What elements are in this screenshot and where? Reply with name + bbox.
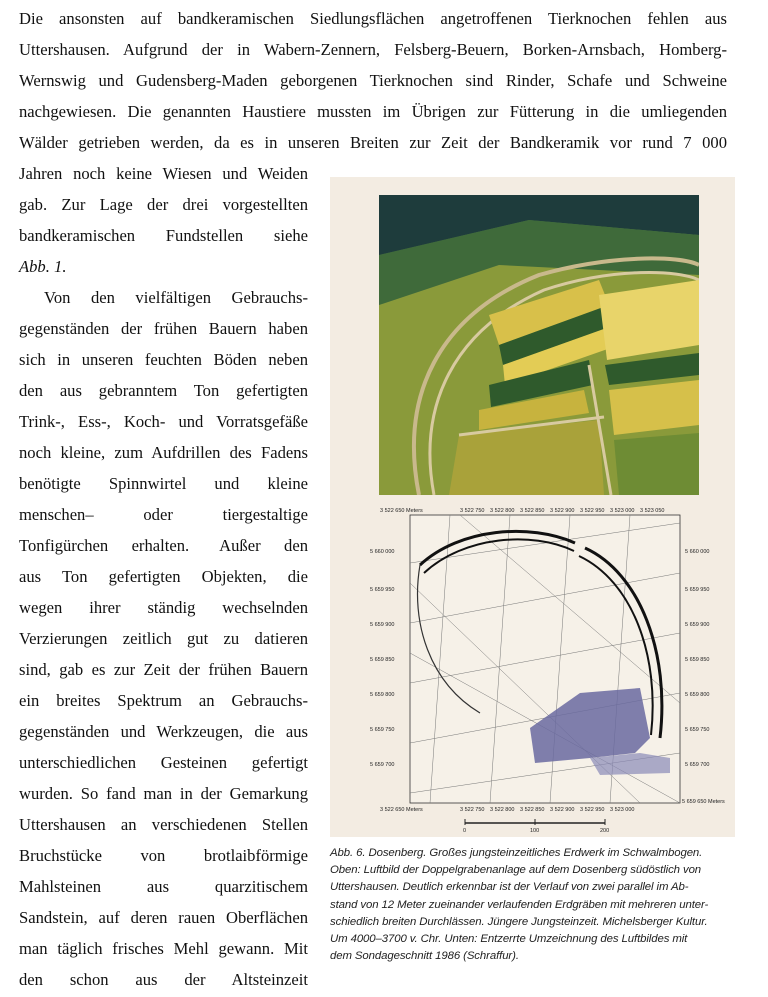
plan-right-tick: 5 659 950 bbox=[685, 587, 710, 593]
plan-top-tick: 3 522 950 bbox=[580, 508, 605, 514]
text-line: gegenständen und Werkzeugen, die aus bbox=[19, 722, 308, 741]
scale-label: 0 bbox=[463, 828, 467, 833]
plan-top-tick: 3 523 000 bbox=[610, 508, 635, 514]
text-line: bandkeramischen Fundstellen siehe bbox=[19, 226, 308, 245]
text-line bbox=[19, 530, 308, 561]
text-fragment: Tonfigürchen erhalten. bbox=[19, 536, 190, 555]
caption-line: Uttershausen. Deutlich erkennbar ist der Verlauf von zwei parallel im Ab- bbox=[330, 881, 689, 894]
text-line: Wälder getrieben werden, da es in unseren Breiten zur Zeit der Bandkeramik vor rund 7 000 bbox=[19, 133, 727, 152]
text-line: Uttershausen an verschiedenen Stellen bbox=[19, 815, 308, 834]
text-line: benötigte Spinnwirtel und kleine bbox=[19, 474, 308, 493]
site-plan bbox=[340, 503, 735, 833]
plan-right-tick: 5 659 800 bbox=[685, 692, 710, 698]
caption-line: Um 4000–3700 v. Chr. Unten: Entzerrte Umzeichnung des Luftbildes mit bbox=[330, 933, 688, 946]
plan-left-tick: 5 659 900 bbox=[370, 622, 395, 628]
plan-bottom-tick: 3 522 650 Meters bbox=[380, 807, 423, 813]
caption-line: dem Sondageschnitt 1986 (Schraffur). bbox=[330, 950, 519, 963]
scale-label: 200 bbox=[600, 828, 610, 833]
plan-left-tick: 5 659 800 bbox=[370, 692, 395, 698]
text-line: Jahren noch keine Wiesen und Weiden bbox=[19, 164, 308, 183]
plan-top-tick: 3 523 050 bbox=[640, 508, 665, 514]
plan-left-tick: 5 659 950 bbox=[370, 587, 395, 593]
plan-right-tick: 5 659 850 bbox=[685, 657, 710, 663]
text-line: Verzierungen zeitlich gut zu datieren bbox=[19, 629, 308, 648]
scale-bar bbox=[463, 819, 609, 833]
text-line: Von den vielfältigen Gebrauchs- bbox=[44, 288, 308, 307]
text-line: Die ansonsten auf bandkeramischen Siedlungsflächen angetroffenen Tierknochen fehlen aus bbox=[19, 9, 727, 28]
text-line: Trink-, Ess-, Koch- und Vorratsgefäße bbox=[19, 412, 308, 431]
text-line: noch kleine, zum Aufdrillen des Fadens bbox=[19, 443, 308, 462]
text-line: gegenständen der frühen Bauern haben bbox=[19, 319, 308, 338]
caption-line: schiedlich breiten Durchlässen. Jüngere Jungsteinzeit. Michelsberger Kultur. bbox=[330, 915, 708, 928]
plan-top-tick: 3 522 800 bbox=[490, 508, 515, 514]
plan-bottom-tick: 3 523 000 bbox=[610, 807, 635, 813]
text-line: wegen ihrer ständig wechselnden bbox=[19, 598, 308, 617]
plan-bottom-tick: 5 659 650 Meters bbox=[682, 799, 725, 805]
plan-right-tick: 5 659 700 bbox=[685, 762, 710, 768]
plan-left-tick: 5 659 750 bbox=[370, 727, 395, 733]
text-line: aus Ton gefertigten Objekten, die bbox=[19, 567, 308, 586]
plan-top-tick: 3 522 650 Meters bbox=[380, 508, 423, 514]
text-line: den schon aus der Altsteinzeit bbox=[19, 970, 308, 989]
plan-bottom-tick: 3 522 900 bbox=[550, 807, 575, 813]
text-line: man täglich frisches Mehl gewann. Mit bbox=[19, 939, 308, 958]
caption-line: Abb. 6. Dosenberg. Großes jungsteinzeitliches Erdwerk im Schwalmbogen. bbox=[330, 847, 703, 859]
text-line: wurden. So fand man in der Gemarkung bbox=[19, 784, 308, 803]
text-line: Wernswig und Gudensberg-Maden geborgenen Tierknochen sind Rinder, Schafe und Schweine bbox=[19, 71, 727, 90]
text-fragment: Außer den bbox=[219, 536, 308, 555]
text-line: nachgewiesen. Die genannten Haustiere mussten im Übrigen zur Fütterung in die umliegenden bbox=[19, 102, 727, 121]
plan-left-tick: 5 659 850 bbox=[370, 657, 395, 663]
text-line: gab. Zur Lage der drei vorgestellten bbox=[19, 195, 308, 214]
text-line: Uttershausen. Aufgrund der in Wabern-Zennern, Felsberg-Beuern, Borken-Arnsbach, Homberg- bbox=[19, 40, 727, 59]
plan-top-tick: 3 522 850 bbox=[520, 508, 545, 514]
figure-reference: Abb. 1. bbox=[19, 257, 67, 276]
plan-bottom-tick: 3 522 800 bbox=[490, 807, 515, 813]
text-line: sich in unseren feuchten Böden neben bbox=[19, 350, 308, 369]
body-text-full bbox=[19, 3, 727, 158]
text-line: sind, gab es zur Zeit der frühen Bauern bbox=[19, 660, 308, 679]
aerial-photo bbox=[379, 195, 699, 495]
plan-right-tick: 5 660 000 bbox=[685, 549, 710, 555]
body-text-column bbox=[19, 158, 308, 995]
text-line: Sandstein, auf deren rauen Oberflächen bbox=[19, 908, 308, 927]
text-line: ein breites Spektrum an Gebrauchs- bbox=[19, 691, 308, 710]
text-line: menschen– oder tiergestaltige bbox=[19, 505, 308, 524]
text-line: den aus gebranntem Ton gefertigten bbox=[19, 381, 308, 400]
plan-right-tick: 5 659 900 bbox=[685, 622, 710, 628]
scale-label: 100 bbox=[530, 828, 540, 833]
plan-right-tick: 5 659 750 bbox=[685, 727, 710, 733]
caption-line: Oben: Luftbild der Doppelgrabenanlage auf dem Dosenberg südöstlich von bbox=[330, 864, 702, 877]
plan-bottom-tick: 3 522 750 bbox=[460, 807, 485, 813]
caption-line: stand von 12 Meter zueinander verlaufenden Erdgräben mit mehreren unter- bbox=[330, 898, 709, 911]
plan-top-tick: 3 522 900 bbox=[550, 508, 575, 514]
text-line: Mahlsteinen aus quarzitischem bbox=[19, 877, 308, 896]
plan-bottom-tick: 3 522 850 bbox=[520, 807, 545, 813]
plan-top-tick: 3 522 750 bbox=[460, 508, 485, 514]
text-line: unterschiedlichen Gesteinen gefertigt bbox=[19, 753, 308, 772]
plan-bottom-tick: 3 522 950 bbox=[580, 807, 605, 813]
text-line: Bruchstücke von brotlaibförmige bbox=[19, 846, 308, 865]
plan-left-tick: 5 659 700 bbox=[370, 762, 395, 768]
figure-caption bbox=[330, 845, 740, 965]
plan-left-tick: 5 660 000 bbox=[370, 549, 395, 555]
